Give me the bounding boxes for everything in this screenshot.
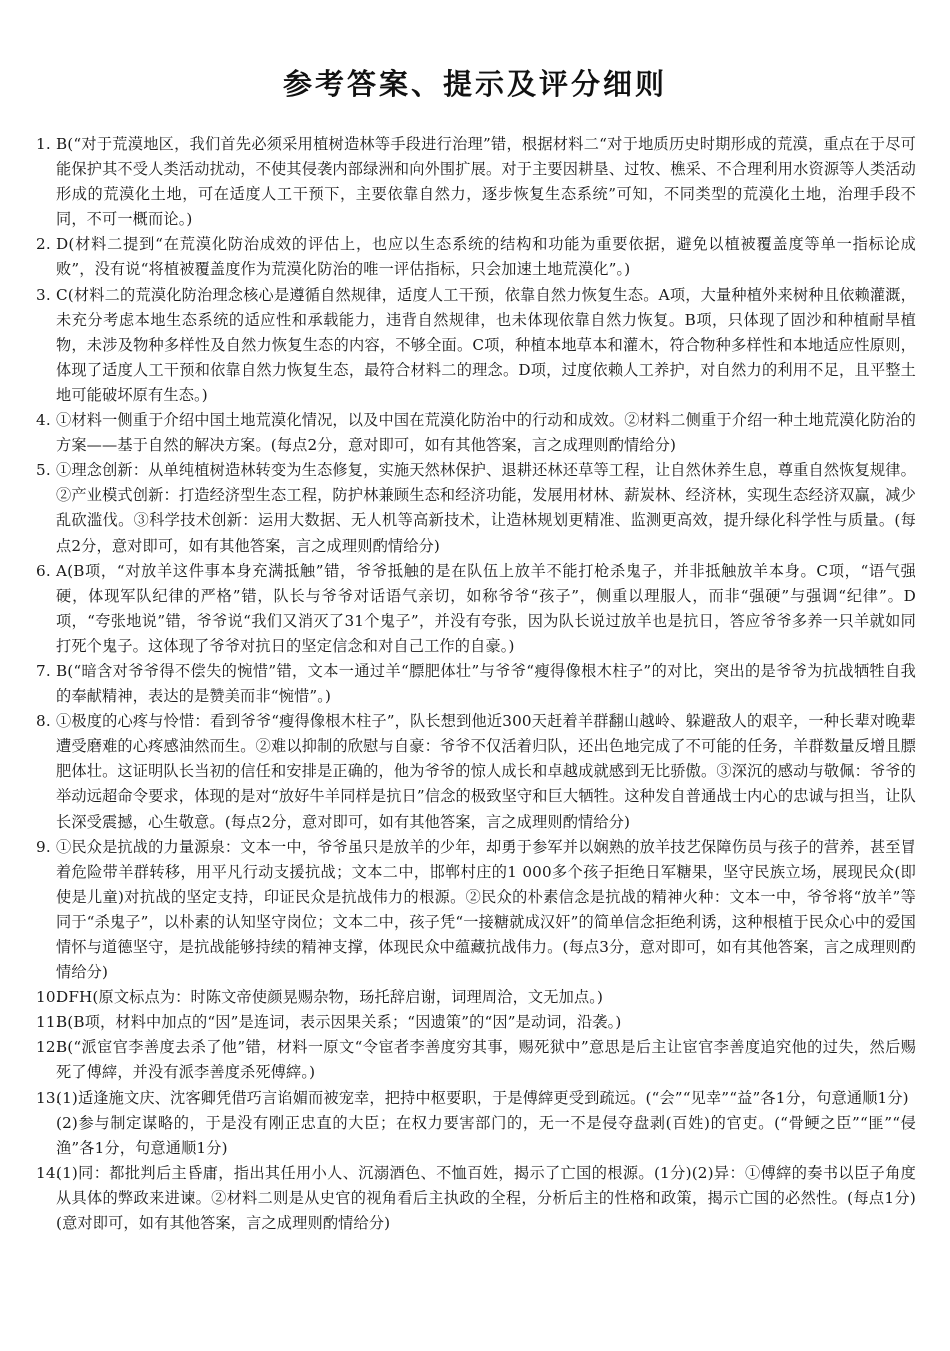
item-number: 2.: [36, 235, 51, 254]
item-text-part-2: (2)参与制定谋略的，于是没有刚正忠直的大臣；在权力要害部门的，无一不是侵夺盘剥(百姓)的官吏。(“骨鲠之臣”“匪”“侵渔”各1分，句意通顺1分): [56, 1113, 916, 1157]
page-cutoff-edge: [0, 1261, 950, 1351]
answer-item-1: [36, 132, 916, 232]
answer-item-2: [36, 232, 916, 282]
item-text: B(B项，材料中加点的“因”是连词，表示因果关系；“因遗策”的“因”是动词，沿袭。): [56, 1013, 622, 1032]
item-number: 13.: [36, 1088, 61, 1107]
answer-item-12: [36, 1035, 916, 1085]
answer-item-14: [36, 1161, 916, 1236]
answer-item-13: [36, 1086, 916, 1161]
item-number: 10.: [36, 988, 61, 1007]
answer-item-6: [36, 559, 916, 659]
item-number: 1.: [36, 135, 51, 153]
item-text: ①材料一侧重于介绍中国土地荒漠化情况，以及中国在荒漠化防治中的行动和成效。②材料二侧重于介绍一种土地荒漠化防治的方案——基于自然的解决方案。(每点2分，意对即可，如有其他答案，言之成理则酌情给分): [56, 411, 916, 455]
answer-item-8: [36, 709, 916, 834]
answer-list: [36, 132, 916, 1236]
item-number: 3.: [36, 285, 51, 304]
answer-item-11: [36, 1010, 916, 1035]
answer-item-5: [36, 458, 916, 558]
item-text-part-1: (1)适逢施文庆、沈客卿凭借巧言谄媚而被宠幸，把持中枢要职，于是傅縡更受到疏远。(“会”“见幸”“益”各1分，句意通顺1分): [56, 1088, 909, 1107]
answer-item-10: [36, 985, 916, 1010]
item-text: B(“派宦官李善度去杀了他”错，材料一原文“令宦者李善度穷其事，赐死狱中”意思是后主让宦官李善度追究他的过失，然后赐死了傅縡，并没有派李善度杀死傅縡。): [56, 1038, 916, 1082]
item-text: (1)同：都批判后主昏庸，指出其任用小人、沉溺酒色、不恤百姓，揭示了亡国的根源。(1分)(2)异：①傅縡的奏书以臣子角度从具体的弊政来进谏。②材料二则是从史官的视角看后主执政的全程，分析后主的性格和政策，揭示亡国的必然性。(每点1分)(意对即可，如有其他答案，言之成理则酌情给分): [56, 1163, 916, 1233]
item-text: DFH(原文标点为：时陈文帝使颜晃赐杂物，玚托辞启谢，词理周洽，文无加点。): [56, 988, 604, 1007]
answer-item-3: [36, 283, 916, 408]
item-number: 8.: [36, 712, 51, 731]
page-title: 参考答案、提示及评分细则: [282, 67, 667, 101]
answer-item-7: [36, 659, 916, 709]
item-text: ①极度的心疼与怜惜：看到爷爷“瘦得像根木柱子”，队长想到他近300天赶着羊群翻山越岭、躲避敌人的艰辛，一种长辈对晚辈遭受磨难的心疼感油然而生。②难以抑制的欣慰与自豪：爷爷不仅活着归队，还出色地完成了不可能的任务，羊群数量反增且膘肥体壮。这证明队长当初的信任和安排是正确的，他为爷爷的惊人成长和卓越成就感到无比骄傲。③深沉的感动与敬佩：爷爷的举动远超命令要求，体现的是对“放好牛羊同样是抗日”信念的极致坚守和巨大牺牲。这种发自普通战士内心的忠诚与担当，让队长深受震撼，心生敬意。(每点2分，意对即可，如有其他答案，言之成理则酌情给分): [56, 712, 916, 831]
item-text: ①理念创新：从单纯植树造林转变为生态修复，实施天然林保护、退耕还林还草等工程，让自然休养生息，尊重自然恢复规律。②产业模式创新：打造经济型生态工程，防护林兼顾生态和经济功能，发展用材林、薪炭林、经济林，实现生态经济双赢，减少乱砍滥伐。③科学技术创新：运用大数据、无人机等高新技术，让造林规划更精准、监测更高效，提升绿化科学性与质量。(每点2分，意对即可，如有其他答案，言之成理则酌情给分): [56, 461, 916, 555]
item-number: 6.: [36, 561, 51, 580]
item-text: C(材料二的荒漠化防治理念核心是遵循自然规律，适度人工干预，依靠自然力恢复生态。A项，大量种植外来树种且依赖灌溉，未充分考虑本地生态系统的适应性和承载能力，违背自然规律，也未体现依靠自然力恢复。B项，只体现了固沙和种植耐旱植物，未涉及物种多样性及自然力恢复生态的内容，不够全面。C项，种植本地草本和灌木，符合物种多样性和本地适应性原则，体现了适度人工干预和依靠自然力恢复生态，最符合材料二的理念。D项，过度依赖人工养护，对自然力的利用不足，且平整土地可能破坏原有生态。): [56, 285, 916, 404]
item-text: B(“暗含对爷爷得不偿失的惋惜”错，文本一通过羊“膘肥体壮”与爷爷“瘦得像根木柱子”的对比，突出的是爷爷为抗战牺牲自我的奉献精神，表达的是赞美而非“惋惜”。): [56, 661, 916, 706]
item-text: ①民众是抗战的力量源泉：文本一中，爷爷虽只是放羊的少年，却勇于参军并以娴熟的放羊技艺保障伤员与孩子的营养，甚至冒着危险带羊群转移，用平凡行动支援抗战；文本二中，邯郸村庄的1 000多个孩子拒绝日军糖果，坚守民族立场，展现民众(即使是儿童)对抗战的坚定支持，印证民众是抗战伟力的根源。②民众的朴素信念是抗战的精神火种：文本一中，爷爷将“放羊”等同于“杀鬼子”，以朴素的认知坚守岗位；文本二中，孩子凭“一接糖就成汉奸”的简单信念拒绝利诱，这种根植于民众心中的爱国情怀与道德坚守，是抗战能够持续的精神支撑，体现民众中蕴藏抗战伟力。(每点3分，意对即可，如有其他答案，言之成理则酌情给分): [56, 837, 916, 982]
item-number: 9.: [36, 837, 51, 856]
answer-item-4: [36, 408, 916, 458]
item-number: 5.: [36, 461, 51, 480]
answer-item-9: [36, 835, 916, 986]
item-number: 4.: [36, 411, 51, 430]
item-number: 14.: [36, 1163, 61, 1182]
item-text: D(材料二提到“在荒漠化防治成效的评估上，也应以生态系统的结构和功能为重要依据，避免以植被覆盖度等单一指标论成败”，没有说“将植被覆盖度作为荒漠化防治的唯一评估指标，只会加速土地荒漠化”。): [56, 235, 916, 279]
item-number: 12.: [36, 1038, 61, 1057]
item-text: A(B项，“对放羊这件事本身充满抵触”错，爷爷抵触的是在队伍上放羊不能打枪杀鬼子，并非抵触放羊本身。C项，“语气强硬，体现军队纪律的严格”错，队长与爷爷对话语气亲切，如称爷爷“孩子”，侧重以理服人，而非“强硬”与强调“纪律”。D项，“夸张地说”错，爷爷说“我们又消灭了31个鬼子”，并没有夸张，因为队长说过放羊也是抗日，答应爷爷多养一只羊就如同打死个鬼子。这体现了爷爷对抗日的坚定信念和对自己工作的自豪。): [56, 561, 916, 655]
item-text: B(“对于荒漠地区，我们首先必须采用植树造林等手段进行治理”错，根据材料二“对于地质历史时期形成的荒漠，重点在于尽可能保护其不受人类活动扰动，不使其侵袭内部绿洲和向外围扩展。对于主要因耕垦、过牧、樵采、不合理利用水资源等人类活动形成的荒漠化土地，可在适度人工干预下，主要依靠自然力，逐步恢复生态系统”可知，不同类型的荒漠化土地，治理手段不同，不可一概而论。): [56, 135, 916, 229]
item-number: 7.: [36, 661, 51, 680]
item-number: 11.: [36, 1013, 61, 1032]
